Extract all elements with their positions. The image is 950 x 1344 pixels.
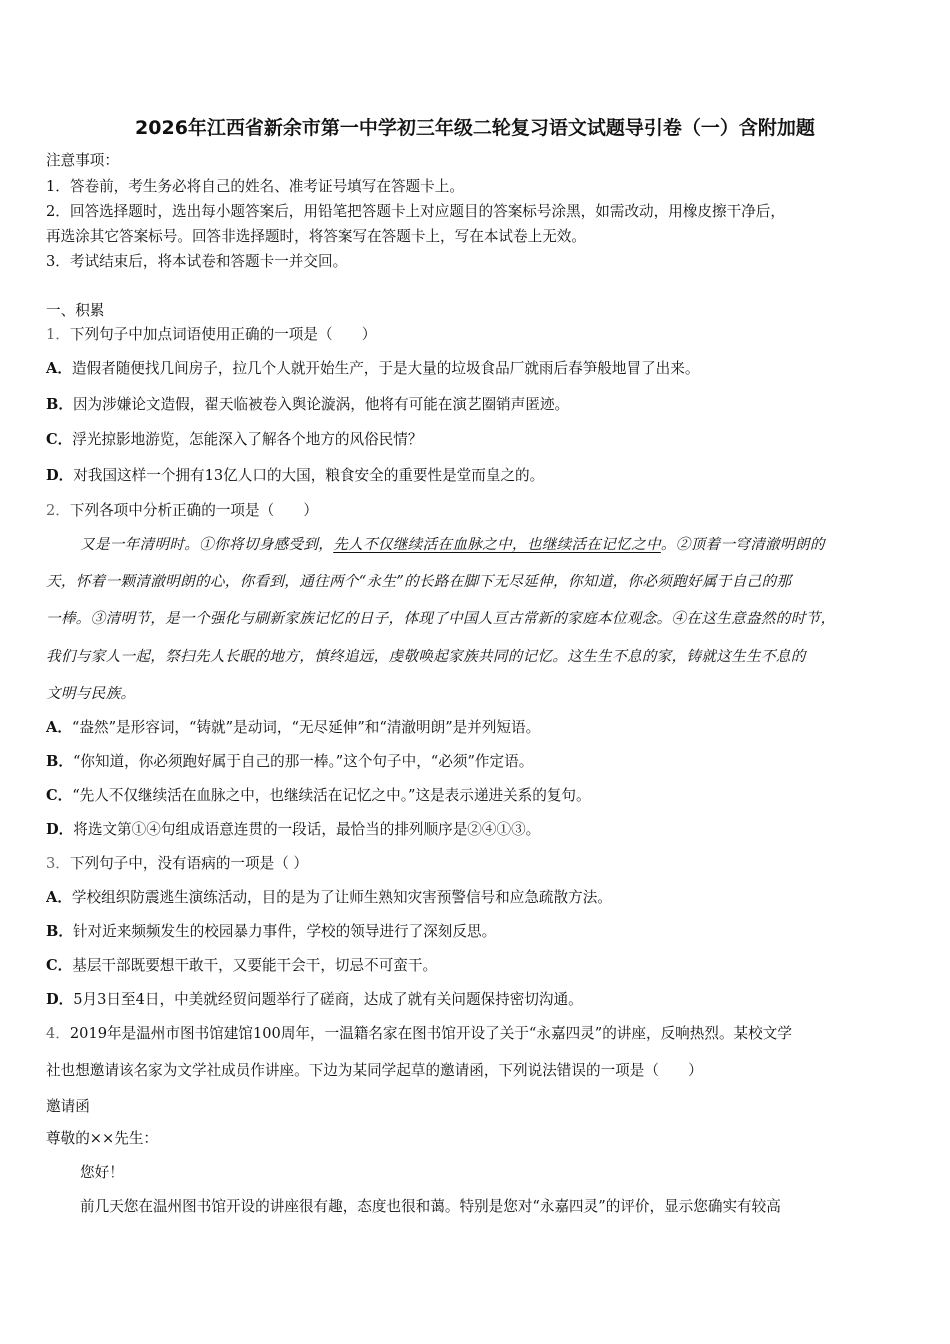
question-number: 2． bbox=[46, 502, 70, 519]
option-text: 因为涉嫌论文造假，翟天临被卷入舆论漩涡，他将有可能在演艺圈销声匿迹。 bbox=[72, 396, 570, 413]
question-3 bbox=[46, 854, 906, 874]
option-text: “盎然”是形容词，“铸就”是动词，“无尽延伸”和“清澈明朗”是并列短语。 bbox=[71, 719, 541, 736]
section-heading: 一、积累 bbox=[46, 302, 105, 319]
passage-text: 又是一年清明时。①你将切身感受到， bbox=[80, 536, 334, 553]
option-b bbox=[46, 395, 906, 415]
option-label: A． bbox=[46, 889, 72, 906]
option-text: 基层干部既要想干敢干，又要能干会干，切忌不可蛮干。 bbox=[72, 957, 438, 974]
letter-heading: 邀请函 bbox=[46, 1098, 90, 1115]
question-number: 3． bbox=[46, 855, 70, 872]
question-stem-cont: 社也想邀请该名家为文学社成员作讲座。下边为某同学起草的邀请函，下列说法错误的一项是（ ） bbox=[46, 1062, 703, 1079]
option-text: 造假者随便找几间房子，拉几个人就开始生产，于是大量的垃圾食品厂就雨后春笋般地冒了出来。 bbox=[71, 360, 700, 377]
option-label: D． bbox=[46, 991, 74, 1008]
option-label: C． bbox=[46, 787, 73, 804]
option-a bbox=[46, 359, 906, 379]
option-label: A． bbox=[46, 360, 72, 377]
option-text: “你知道，你必须跑好属于自己的那一棒。”这个句子中，“必须”作定语。 bbox=[72, 753, 534, 770]
question-2 bbox=[46, 501, 906, 521]
question-1 bbox=[46, 325, 906, 345]
option-label: A． bbox=[46, 719, 72, 736]
question-stem: 下列句子中加点词语使用正确的一项是（ ） bbox=[69, 326, 377, 343]
note-item: 3．考试结束后，将本试卷和答题卡一并交回。 bbox=[46, 253, 348, 270]
option-text: 浮光掠影地游览，怎能深入了解各个地方的风俗民情？ bbox=[72, 431, 423, 448]
question-number: 1． bbox=[46, 326, 70, 343]
option-c bbox=[46, 956, 906, 976]
question-stem: 下列句子中，没有语病的一项是（ ） bbox=[69, 855, 309, 872]
passage-underlined: 先人不仅继续活在血脉之中，也继续活在记忆之中 bbox=[333, 536, 661, 553]
option-text: 对我国这样一个拥有13亿人口的大国，粮食安全的重要性是堂而皇之的。 bbox=[73, 467, 545, 484]
page-title: 2026年江西省新余市第一中学初三年级二轮复习语文试题导引卷（一）含附加题 bbox=[135, 117, 815, 139]
option-text: 学校组织防震逃生演练活动，目的是为了让师生熟知灾害预警信号和应急疏散方法。 bbox=[71, 889, 612, 906]
letter-salutation: 尊敬的××先生： bbox=[46, 1130, 159, 1147]
option-text: 将选文第①④句组成语意连贯的一段话，最恰当的排列顺序是②④①③。 bbox=[73, 821, 541, 838]
letter-body: 前几天您在温州图书馆开设的讲座很有趣，态度也很和蔼。特别是您对“永嘉四灵”的评价，显示您确实有较高 bbox=[80, 1198, 781, 1215]
option-a bbox=[46, 718, 906, 738]
question-stem: 2019年是温州市图书馆建馆100周年，一温籍名家在图书馆开设了关于“永嘉四灵”的讲座，反响热烈。某校文学 bbox=[69, 1025, 792, 1042]
option-label: C． bbox=[46, 431, 73, 448]
question-number: 4． bbox=[46, 1025, 70, 1042]
option-a bbox=[46, 888, 906, 908]
question-4 bbox=[46, 1024, 906, 1044]
option-c bbox=[46, 430, 906, 450]
option-label: B． bbox=[46, 396, 73, 413]
option-b bbox=[46, 752, 906, 772]
option-text: 针对近来频频发生的校园暴力事件，学校的领导进行了深刻反思。 bbox=[72, 923, 497, 940]
note-item: 再选涂其它答案标号。回答非选择题时，将答案写在答题卡上，写在本试卷上无效。 bbox=[46, 228, 586, 245]
passage-line bbox=[80, 535, 940, 555]
passage-line: 一棒。③清明节，是一个强化与刷新家族记忆的日子，体现了中国人亘古常新的家庭本位观念。④在这生意盎然的时节， bbox=[46, 610, 836, 627]
option-label: B． bbox=[46, 753, 73, 770]
note-item: 2．回答选择题时，选出每小题答案后，用铅笔把答题卡上对应题目的答案标号涂黑，如需改动，用橡皮擦干净后， bbox=[46, 203, 785, 220]
option-text: “先人不仅继续活在血脉之中，也继续活在记忆之中。”这是表示递进关系的复句。 bbox=[72, 787, 591, 804]
option-d bbox=[46, 820, 906, 840]
question-stem: 下列各项中分析正确的一项是（ ） bbox=[69, 502, 318, 519]
passage-line: 我们与家人一起，祭扫先人长眠的地方，慎终追远，虔敬唤起家族共同的记忆。这生生不息的家，铸就这生生不息的 bbox=[46, 648, 806, 665]
passage-line: 天，怀着一颗清澈明朗的心，你看到，通往两个“永生”的长路在脚下无尽延伸，你知道，你必须跑好属于自己的那 bbox=[46, 573, 792, 590]
option-label: D． bbox=[46, 467, 74, 484]
option-d bbox=[46, 466, 906, 486]
option-c bbox=[46, 786, 906, 806]
option-d bbox=[46, 990, 906, 1010]
option-label: B． bbox=[46, 923, 73, 940]
letter-greeting: 您好！ bbox=[80, 1164, 124, 1181]
passage-text: 。②顶着一穹清澈明朗的 bbox=[660, 536, 825, 553]
passage-line: 文明与民族。 bbox=[46, 685, 136, 702]
option-label: D． bbox=[46, 821, 74, 838]
notes-heading: 注意事项： bbox=[46, 152, 119, 169]
option-b bbox=[46, 922, 906, 942]
option-text: 5月3日至4日，中美就经贸问题举行了磋商，达成了就有关问题保持密切沟通。 bbox=[73, 991, 583, 1008]
option-label: C． bbox=[46, 957, 73, 974]
note-item: 1．答卷前，考生务必将自己的姓名、准考证号填写在答题卡上。 bbox=[46, 178, 464, 195]
